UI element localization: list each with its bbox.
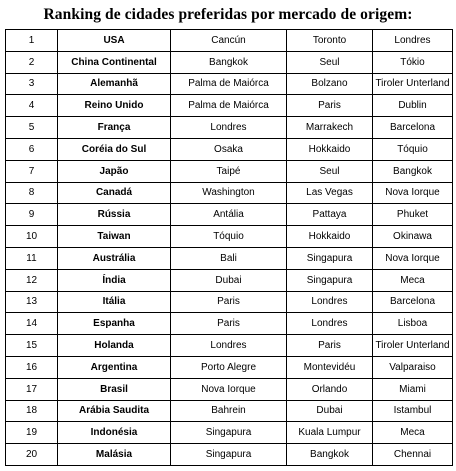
country-cell: Coréia do Sul bbox=[58, 138, 171, 160]
rank-cell: 18 bbox=[6, 400, 58, 422]
country-cell: Alemanhã bbox=[58, 73, 171, 95]
city-1-cell: Singapura bbox=[171, 422, 287, 444]
table-row bbox=[6, 335, 453, 357]
country-cell: Brasil bbox=[58, 378, 171, 400]
city-2-cell: Londres bbox=[287, 313, 373, 335]
city-3-cell: Chennai bbox=[373, 444, 453, 466]
table-row bbox=[6, 51, 453, 73]
ranking-table-body bbox=[6, 30, 453, 466]
city-2-cell: Seul bbox=[287, 51, 373, 73]
city-3-cell: Phuket bbox=[373, 204, 453, 226]
city-2-cell: Dubai bbox=[287, 400, 373, 422]
country-cell: França bbox=[58, 117, 171, 139]
city-1-cell: Londres bbox=[171, 335, 287, 357]
country-cell: Taiwan bbox=[58, 226, 171, 248]
city-3-cell: Barcelona bbox=[373, 291, 453, 313]
table-row bbox=[6, 138, 453, 160]
city-3-cell: Meca bbox=[373, 269, 453, 291]
ranking-table bbox=[5, 29, 453, 466]
rank-cell: 15 bbox=[6, 335, 58, 357]
rank-cell: 11 bbox=[6, 247, 58, 269]
rank-cell: 3 bbox=[6, 73, 58, 95]
table-row bbox=[6, 247, 453, 269]
city-2-cell: Singapura bbox=[287, 247, 373, 269]
city-3-cell: Istambul bbox=[373, 400, 453, 422]
city-1-cell: Dubai bbox=[171, 269, 287, 291]
city-2-cell: Paris bbox=[287, 95, 373, 117]
rank-cell: 7 bbox=[6, 160, 58, 182]
country-cell: China Continental bbox=[58, 51, 171, 73]
city-1-cell: Nova Iorque bbox=[171, 378, 287, 400]
table-row bbox=[6, 444, 453, 466]
city-1-cell: Bali bbox=[171, 247, 287, 269]
table-row bbox=[6, 95, 453, 117]
city-1-cell: Osaka bbox=[171, 138, 287, 160]
page-title: Ranking de cidades preferidas por mercado de origem: bbox=[43, 6, 413, 23]
city-2-cell: Las Vegas bbox=[287, 182, 373, 204]
city-3-cell: Nova Iorque bbox=[373, 182, 453, 204]
country-cell: Rússia bbox=[58, 204, 171, 226]
country-cell: Arábia Saudita bbox=[58, 400, 171, 422]
city-3-cell: Miami bbox=[373, 378, 453, 400]
city-2-cell: Singapura bbox=[287, 269, 373, 291]
city-1-cell: Paris bbox=[171, 313, 287, 335]
rank-cell: 10 bbox=[6, 226, 58, 248]
city-2-cell: Hokkaido bbox=[287, 226, 373, 248]
rank-cell: 17 bbox=[6, 378, 58, 400]
city-3-cell: Tiroler Unterland bbox=[373, 73, 453, 95]
country-cell: Malásia bbox=[58, 444, 171, 466]
city-2-cell: Marrakech bbox=[287, 117, 373, 139]
city-3-cell: Nova Iorque bbox=[373, 247, 453, 269]
city-1-cell: Antália bbox=[171, 204, 287, 226]
table-row bbox=[6, 291, 453, 313]
rank-cell: 20 bbox=[6, 444, 58, 466]
table-row bbox=[6, 400, 453, 422]
city-1-cell: Paris bbox=[171, 291, 287, 313]
table-row bbox=[6, 182, 453, 204]
city-2-cell: Bolzano bbox=[287, 73, 373, 95]
city-3-cell: Dublin bbox=[373, 95, 453, 117]
city-3-cell: Bangkok bbox=[373, 160, 453, 182]
city-2-cell: Toronto bbox=[287, 30, 373, 52]
city-2-cell: Bangkok bbox=[287, 444, 373, 466]
city-3-cell: Tiroler Unterland bbox=[373, 335, 453, 357]
city-1-cell: Palma de Maiórca bbox=[171, 95, 287, 117]
city-1-cell: Washington bbox=[171, 182, 287, 204]
city-3-cell: Tóquio bbox=[373, 138, 453, 160]
table-row bbox=[6, 356, 453, 378]
rank-cell: 4 bbox=[6, 95, 58, 117]
city-1-cell: Bangkok bbox=[171, 51, 287, 73]
city-1-cell: Bahrein bbox=[171, 400, 287, 422]
city-3-cell: Okinawa bbox=[373, 226, 453, 248]
country-cell: Espanha bbox=[58, 313, 171, 335]
city-2-cell: Pattaya bbox=[287, 204, 373, 226]
city-2-cell: Hokkaido bbox=[287, 138, 373, 160]
table-row bbox=[6, 378, 453, 400]
country-cell: Canadá bbox=[58, 182, 171, 204]
table-row bbox=[6, 73, 453, 95]
table-row bbox=[6, 422, 453, 444]
table-row bbox=[6, 117, 453, 139]
table-row bbox=[6, 313, 453, 335]
rank-cell: 2 bbox=[6, 51, 58, 73]
city-3-cell: Tókio bbox=[373, 51, 453, 73]
rank-cell: 8 bbox=[6, 182, 58, 204]
city-3-cell: Barcelona bbox=[373, 117, 453, 139]
country-cell: Austrália bbox=[58, 247, 171, 269]
table-row bbox=[6, 30, 453, 52]
country-cell: Reino Unido bbox=[58, 95, 171, 117]
city-1-cell: Taipé bbox=[171, 160, 287, 182]
rank-cell: 19 bbox=[6, 422, 58, 444]
city-1-cell: Porto Alegre bbox=[171, 356, 287, 378]
table-row bbox=[6, 204, 453, 226]
city-2-cell: Kuala Lumpur bbox=[287, 422, 373, 444]
city-3-cell: Lisboa bbox=[373, 313, 453, 335]
country-cell: Índia bbox=[58, 269, 171, 291]
country-cell: Itália bbox=[58, 291, 171, 313]
country-cell: Japão bbox=[58, 160, 171, 182]
country-cell: Argentina bbox=[58, 356, 171, 378]
city-1-cell: Londres bbox=[171, 117, 287, 139]
rank-cell: 6 bbox=[6, 138, 58, 160]
country-cell: Indonésia bbox=[58, 422, 171, 444]
city-1-cell: Singapura bbox=[171, 444, 287, 466]
table-row bbox=[6, 160, 453, 182]
city-3-cell: Londres bbox=[373, 30, 453, 52]
city-1-cell: Palma de Maiórca bbox=[171, 73, 287, 95]
country-cell: USA bbox=[58, 30, 171, 52]
city-2-cell: Seul bbox=[287, 160, 373, 182]
city-3-cell: Meca bbox=[373, 422, 453, 444]
rank-cell: 14 bbox=[6, 313, 58, 335]
city-1-cell: Tóquio bbox=[171, 226, 287, 248]
rank-cell: 5 bbox=[6, 117, 58, 139]
rank-cell: 12 bbox=[6, 269, 58, 291]
city-3-cell: Valparaiso bbox=[373, 356, 453, 378]
rank-cell: 16 bbox=[6, 356, 58, 378]
city-1-cell: Cancún bbox=[171, 30, 287, 52]
city-2-cell: Londres bbox=[287, 291, 373, 313]
city-2-cell: Orlando bbox=[287, 378, 373, 400]
rank-cell: 13 bbox=[6, 291, 58, 313]
city-2-cell: Montevidéu bbox=[287, 356, 373, 378]
country-cell: Holanda bbox=[58, 335, 171, 357]
rank-cell: 1 bbox=[6, 30, 58, 52]
rank-cell: 9 bbox=[6, 204, 58, 226]
city-2-cell: Paris bbox=[287, 335, 373, 357]
table-row bbox=[6, 269, 453, 291]
table-row bbox=[6, 226, 453, 248]
